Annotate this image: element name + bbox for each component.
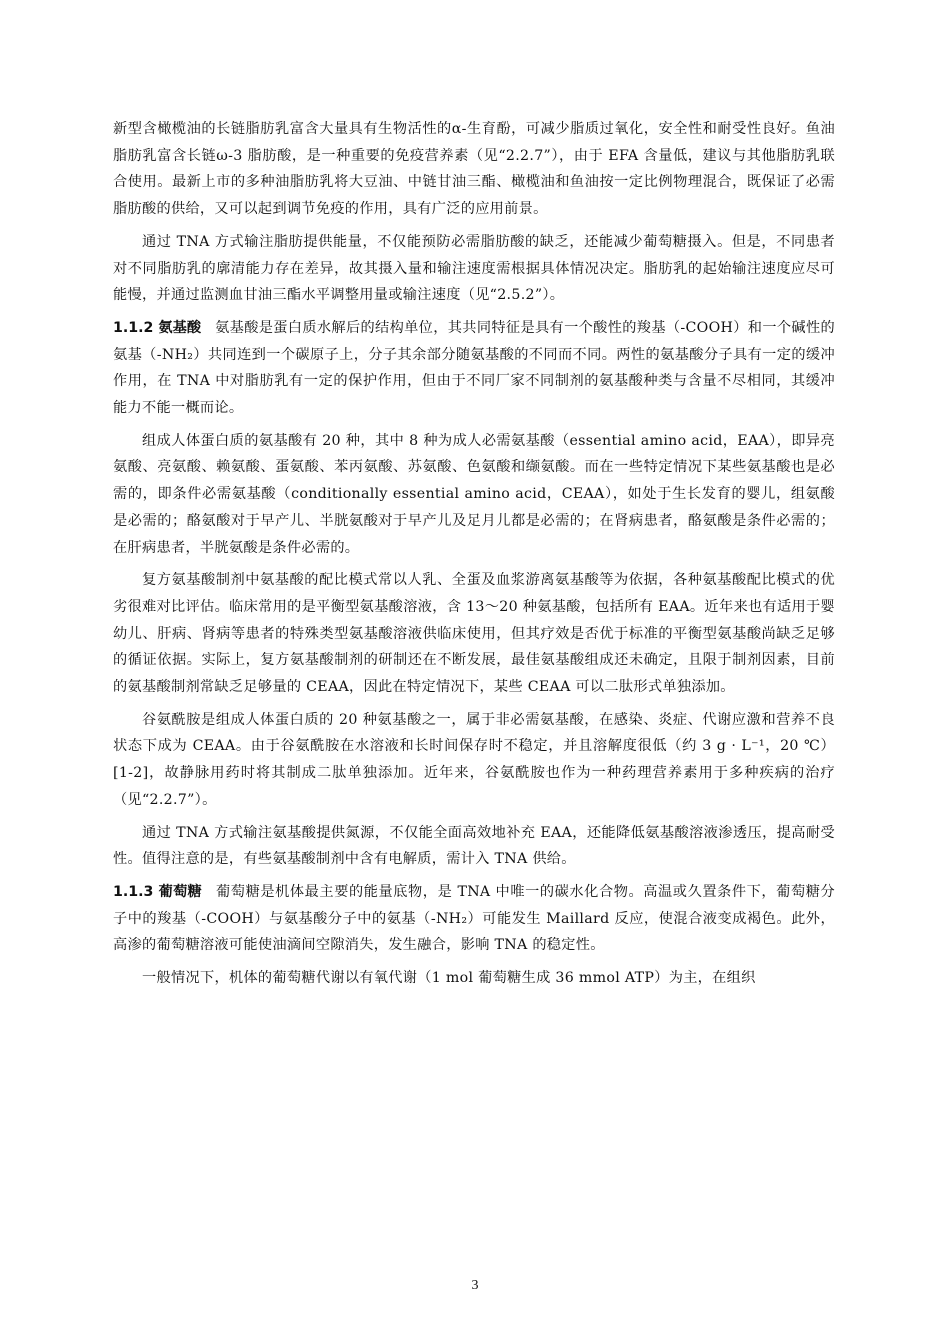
paragraph-glucose-metabolism: 一般情况下，机体的葡萄糖代谢以有氧代谢（1 mol 葡萄糖生成 36 mmol ATP）为主，在组织 (142, 970, 756, 987)
paragraph-lipid-emulsions: 新型含橄榄油的长链脂肪乳富含大量具有生物活性的α-生育酚，可减少脂质过氧化，安全性和耐受性良好。鱼油脂肪乳富含长链ω-3 脂肪酸，是一种重要的免疫营养素（见“2.2.7”），由于 EFA 含量低，建议与其他脂肪乳联合使用。最新上市的多种油脂肪乳将大豆油、中链甘油三酯、橄榄油和鱼油按一定比例物理混合，既保证了必需脂肪酸的供给，又可以起到调节免疫的作用，具有广泛的应用前景。 (113, 121, 835, 218)
paragraph-glutamine: 谷氨酰胺是组成人体蛋白质的 20 种氨基酸之一，属于非必需氨基酸，在感染、炎症、代谢应激和营养不良状态下成为 CEAA。由于谷氨酰胺在水溶液和长时间保存时不稳定，并且溶解度很低（约 3 g · L⁻¹，20 ℃）[1-2]，故静脉用药时将其制成二肽单独添加。近年来，谷氨酰胺也作为一种药理营养素用于多种疾病的治疗（见“2.2.7”）。 (113, 711, 835, 808)
section-text-1-1-2: 氨基酸是蛋白质水解后的结构单位，其共同特征是具有一个酸性的羧基（-COOH）和一个碱性的氨基（-NH₂）共同连到一个碳原子上，分子其余部分随氨基酸的不同而不同。两性的氨基酸分子具有一定的缓冲作用，在 TNA 中对脂肪乳有一定的保护作用，但由于不同厂家不同制剂的氨基酸种类与含量不尽相同，其缓冲能力不能一概而论。 (113, 319, 835, 417)
document-body (113, 116, 835, 998)
paragraph-tna-fat-infusion: 通过 TNA 方式输注脂肪提供能量，不仅能预防必需脂肪酸的缺乏，还能减少葡萄糖摄入。但是，不同患者对不同脂肪乳的廓清能力存在差异，故其摄入量和输注速度需根据具体情况决定。脂肪乳的起始输注速度应尽可能慢，并通过监测血甘油三酯水平调整用量或输注速度（见“2.5.2”）。 (113, 233, 835, 304)
section-text-1-1-3: 葡萄糖是机体最主要的能量底物，是 TNA 中唯一的碳水化合物。高温或久置条件下，葡萄糖分子中的羧基（-COOH）与氨基酸分子中的氨基（-NH₂）可能发生 Maillard 反应，使混合液变成褐色。此外，高渗的葡萄糖溶液可能使油滴间空隙消失，发生融合，影响 TNA 的稳定性。 (113, 883, 835, 954)
paragraph-tna-nitrogen-source: 通过 TNA 方式输注氨基酸提供氮源，不仅能全面高效地补充 EAA，还能降低氨基酸溶液渗透压，提高耐受性。值得注意的是，有些氨基酸制剂中含有电解质，需计入 TNA 供给。 (113, 824, 835, 868)
section-1-1-2-amino-acids (113, 315, 835, 422)
paragraph-essential-amino-acids: 组成人体蛋白质的氨基酸有 20 种，其中 8 种为成人必需氨基酸（essential amino acid，EAA），即异亮氨酸、亮氨酸、赖氨酸、蛋氨酸、苯丙氨酸、苏氨酸、色氨酸和缬氨酸。而在一些特定情况下某些氨基酸也是必需的，即条件必需氨基酸（conditionally essential amino acid，CEAA），如处于生长发育的婴儿，组氨酸是必需的；酪氨酸对于早产儿、半胱氨酸对于早产儿及足月儿都是必需的；在肾病患者，酪氨酸是条件必需的；在肝病患者，半胱氨酸是条件必需的。 (113, 432, 835, 556)
section-heading-1-1-2: 1.1.2 氨基酸 (113, 319, 202, 336)
paragraph-compound-amino-acids: 复方氨基酸制剂中氨基酸的配比模式常以人乳、全蛋及血浆游离氨基酸等为依据，各种氨基酸配比模式的优劣很难对比评估。临床常用的是平衡型氨基酸溶液，含 13～20 种氨基酸，包括所有 EAA。近年来也有适用于婴幼儿、肝病、肾病等患者的特殊类型氨基酸溶液供临床使用，但其疗效是否优于标准的平衡型氨基酸尚缺乏足够的循证依据。实际上，复方氨基酸制剂的研制还在不断发展，最佳氨基酸组成还未确定，且限于制剂因素，目前的氨基酸制剂常缺乏足够量的 CEAA，因此在特定情况下，某些 CEAA 可以二肽形式单独添加。 (113, 572, 835, 696)
section-heading-1-1-3: 1.1.3 葡萄糖 (113, 883, 203, 900)
section-1-1-3-glucose (113, 879, 835, 959)
page-number: 3 (471, 1278, 479, 1293)
